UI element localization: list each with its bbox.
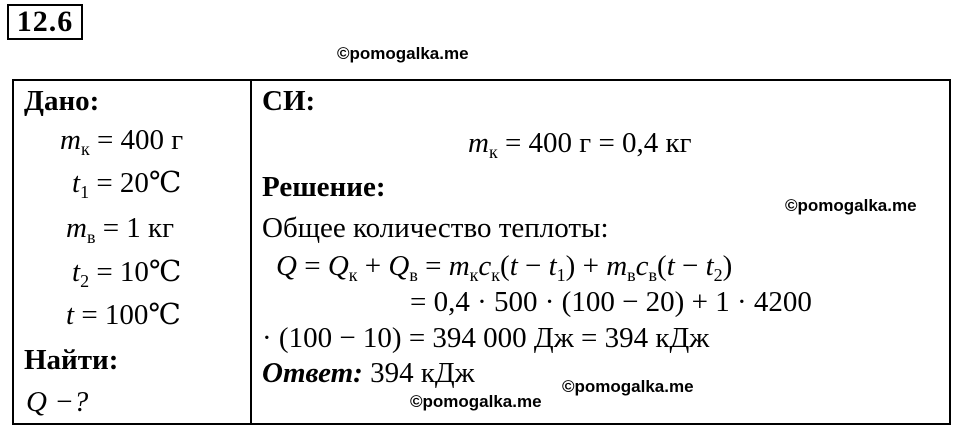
watermark-bottom-left: ©pomogalka.me [410,392,542,411]
rhs: = 1 кг [102,212,175,244]
sub: к [80,139,90,159]
rhs: = 100℃ [81,299,181,331]
solution-title: Решение: [262,171,386,203]
given-line-mass-water [66,211,174,254]
si-conversion [468,126,692,169]
sub: в [86,227,96,247]
var: t [66,299,75,331]
rhs: = 10℃ [96,256,182,288]
column-divider [250,79,252,425]
find-value: Q −? [26,386,89,418]
watermark-right: ©pomogalka.me [785,196,917,215]
var: m [60,124,81,156]
var: t [72,167,81,199]
solution-line-2: = 0,4 · 500 · (100 − 20) + 1 · 4200 [410,286,812,318]
given-title: Дано: [24,85,100,117]
find-title: Найти: [24,344,119,376]
given-line-mass-calorimeter [60,123,183,166]
answer-value: 394 кДж [370,357,475,389]
answer-line [262,356,475,390]
given-line-t1 [72,166,181,209]
given-line-t2 [72,255,181,298]
rhs: = 20℃ [96,167,182,199]
rhs: = 400 г = 0,4 кг [504,127,692,159]
sub: 1 [80,182,90,202]
solution-line-3: · (100 − 10) = 394 000 Дж = 394 кДж [262,322,710,354]
solution-formula: $Q = Q_к + Q_в = m_кc_к(t - t_1) + m_вc_в(t - t_2)$ [276,250,733,285]
given-line-t [66,298,181,341]
answer-label: Ответ: [262,357,363,389]
watermark-top: ©pomogalka.me [337,44,469,63]
var: m [468,127,489,159]
solution-intro: Общее количество теплоты: [262,212,609,244]
watermark-bottom-right: ©pomogalka.me [562,377,694,396]
var: m [66,212,87,244]
si-title: СИ: [262,85,316,117]
sub: к [488,142,498,162]
var: t [72,256,81,288]
sub: 2 [80,271,90,291]
rhs: = 400 г [96,124,184,156]
problem-number: 12.6 [7,4,83,40]
